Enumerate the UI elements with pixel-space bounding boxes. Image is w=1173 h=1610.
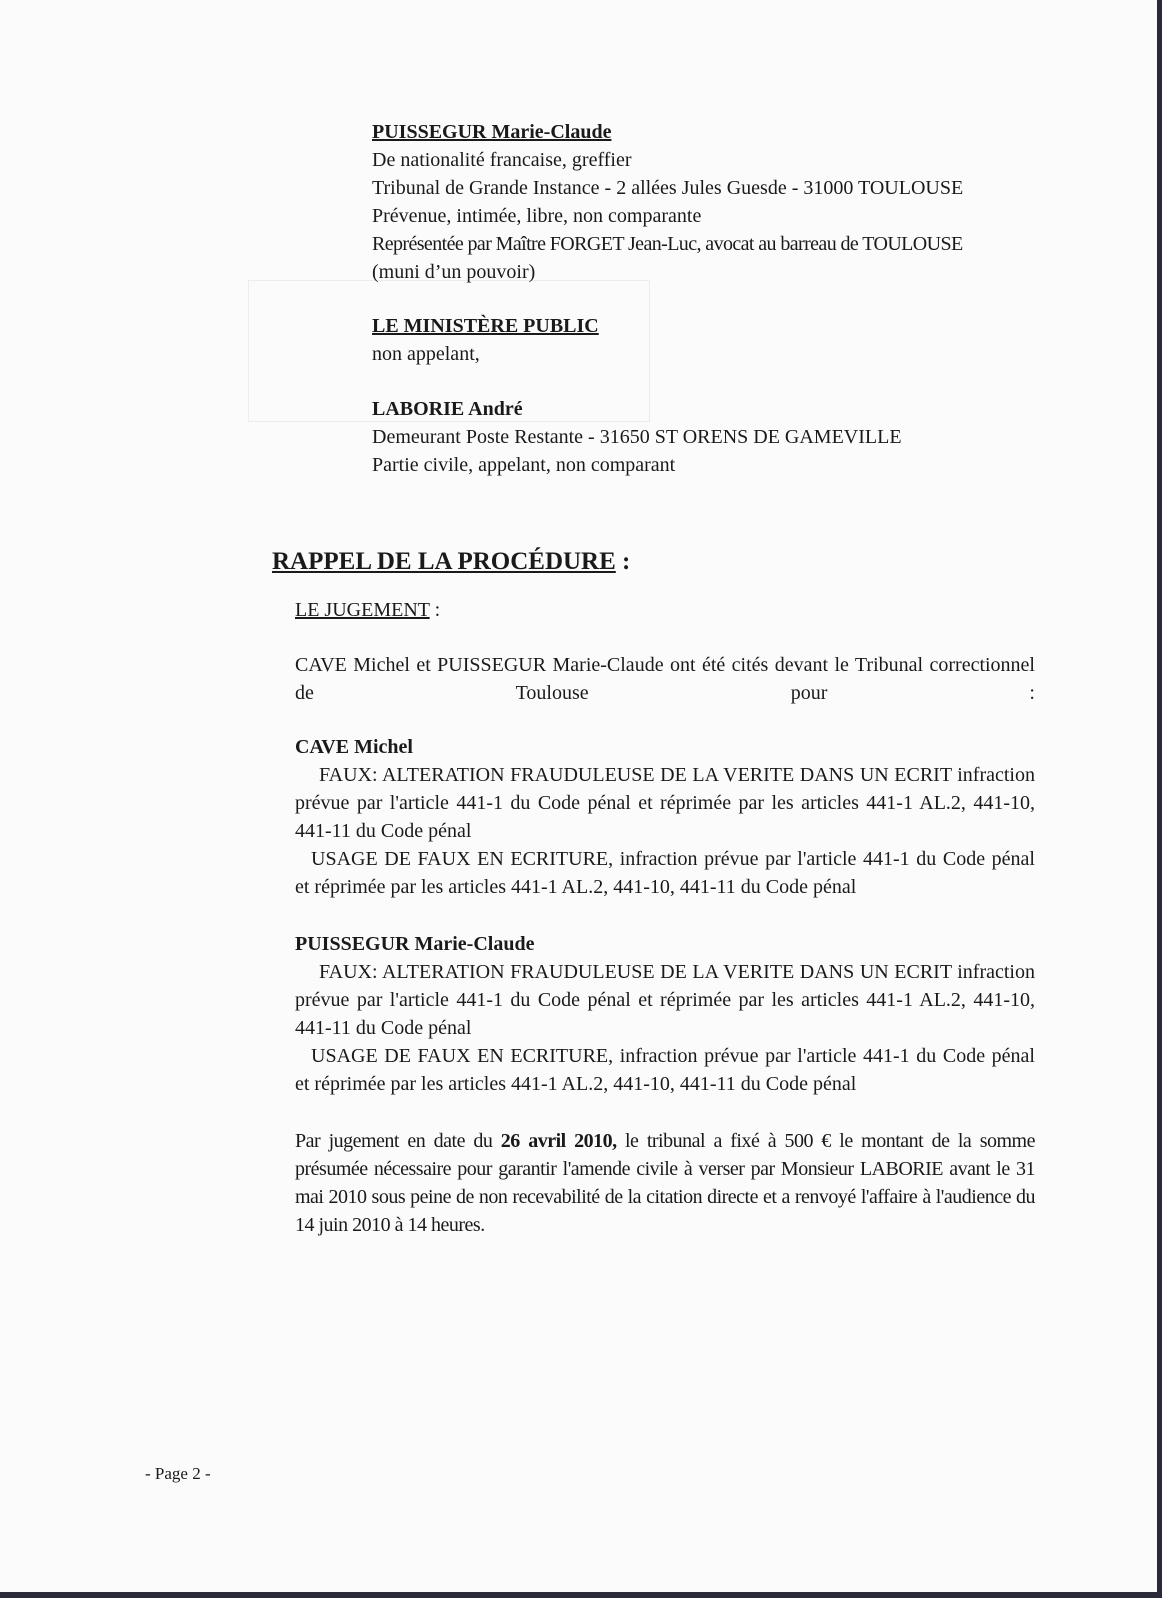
judgment-text-before: Par jugement en date du	[295, 1130, 501, 1152]
party-ministere-public	[372, 312, 599, 368]
party-name: LE MINISTÈRE PUBLIC	[372, 315, 599, 337]
party-line: non appelant,	[372, 343, 480, 365]
accused-name: CAVE Michel	[295, 736, 413, 758]
section-heading	[272, 548, 630, 576]
judgment-date: 26 avril 2010,	[500, 1130, 617, 1152]
charge-usage-faux: USAGE DE FAUX EN ECRITURE, infraction prévue par l'article 441-1 du Code pénal et réprimée par les articles 441-1 AL.2, 441-10, 441-11 du Code pénal	[295, 848, 1035, 898]
subsection-title: LE JUGEMENT	[295, 599, 430, 621]
section-title-colon: :	[622, 548, 631, 575]
party-line: Prévenue, intimée, libre, non comparante	[372, 205, 702, 227]
subsection-heading	[295, 596, 440, 624]
party-puissegur	[372, 118, 963, 286]
page-number: - Page 2 -	[145, 1464, 211, 1483]
party-name: LABORIE André	[372, 398, 523, 420]
party-line: Demeurant Poste Restante - 31650 ST ORENS DE GAMEVILLE	[372, 426, 902, 448]
accused-cave	[295, 733, 1035, 901]
section-title: RAPPEL DE LA PROCÉDURE	[272, 548, 616, 575]
subsection-colon: :	[434, 599, 441, 621]
party-line: De nationalité francaise, greffier	[372, 149, 632, 171]
party-laborie	[372, 395, 902, 479]
judgment-paragraph	[295, 1127, 1035, 1239]
party-line: Partie civile, appelant, non comparant	[372, 454, 676, 476]
party-line: (muni d’un pouvoir)	[372, 261, 536, 283]
accused-puissegur	[295, 930, 1035, 1098]
party-line: Représentée par Maître FORGET Jean-Luc, avocat au barreau de TOULOUSE	[372, 233, 963, 255]
accused-name: PUISSEGUR Marie-Claude	[295, 933, 535, 955]
charge-faux: FAUX: ALTERATION FRAUDULEUSE DE LA VERITE DANS UN ECRIT infraction prévue par l'article 441-1 du Code pénal et réprimée par les articles 441-1 AL.2, 441-10, 441-11 du Code pénal	[295, 961, 1035, 1039]
charge-faux: FAUX: ALTERATION FRAUDULEUSE DE LA VERITE DANS UN ECRIT infraction prévue par l'article 441-1 du Code pénal et réprimée par les articles 441-1 AL.2, 441-10, 441-11 du Code pénal	[295, 764, 1035, 842]
intro-paragraph: CAVE Michel et PUISSEGUR Marie-Claude ont été cités devant le Tribunal correctionnel de Toulouse pour :	[295, 654, 1035, 704]
charge-usage-faux: USAGE DE FAUX EN ECRITURE, infraction prévue par l'article 441-1 du Code pénal et réprimée par les articles 441-1 AL.2, 441-10, 441-11 du Code pénal	[295, 1045, 1035, 1095]
party-line: Tribunal de Grande Instance - 2 allées Jules Guesde - 31000 TOULOUSE	[372, 177, 964, 199]
party-name: PUISSEGUR Marie-Claude	[372, 121, 612, 143]
judgment-text-after: le tribunal a fixé à 500 € le montant de la somme présumée nécessaire pour garantir l'amende civile à verser par Monsieur LABORIE avant le 31 mai 2010 sous peine de non recevabilité de la citation directe et a renvoyé l'affaire à l'audience du 14 juin 2010 à 14 heures.	[295, 1130, 1035, 1236]
